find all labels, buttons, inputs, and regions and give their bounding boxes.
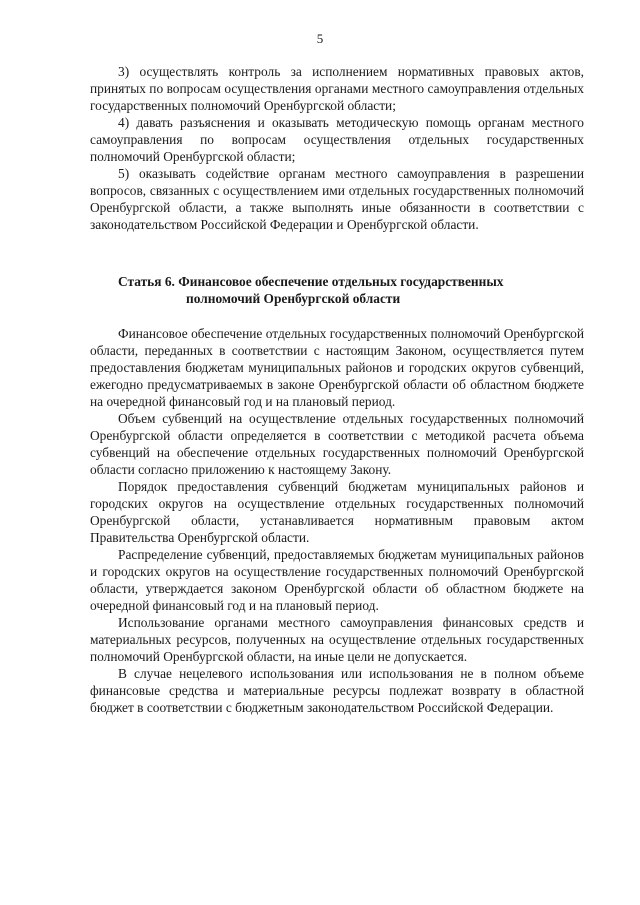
article-paragraph: Финансовое обеспечение отдельных государственных полномочий Оренбургской области, переданных в соответствии с настоящим Законом, осуществляется путем предоставления бюджетам муниципальных районов и городских округов субвенций, ежегодно предусматриваемых в законе Оренбургской области об областном бюджете на очередной финансовый год и на плановый период. — [90, 326, 584, 409]
article-paragraph: Объем субвенций на осуществление отдельных государственных полномочий Оренбургской области определяется в соответствии с методикой расчета объема субвенций на обеспечение отдельных государственных полномочий Оренбургской области согласно приложению к настоящему Закону. — [90, 411, 584, 477]
article-heading-line1: Статья 6. Финансовое обеспечение отдельных государственных — [118, 274, 504, 289]
article-paragraph: Использование органами местного самоуправления финансовых средств и материальных ресурсов, полученных на осуществление отдельных государственных полномочий Оренбургской области, на иные цели не допускается. — [90, 615, 584, 664]
article-paragraph: В случае нецелевого использования или использования не в полном объеме финансовые средства и материальные ресурсы подлежат возврату в областной бюджет в соответствии с бюджетным законодательством Российской Федерации. — [90, 666, 584, 715]
article-body — [90, 325, 584, 716]
list-item: 4) давать разъяснения и оказывать методическую помощь органам местного самоуправления по вопросам осуществления отдельных государственных полномочий Оренбургской области; — [90, 115, 584, 164]
list-item: 5) оказывать содействие органам местного самоуправления в разрешении вопросов, связанных с осуществлением ими отдельных государственных полномочий Оренбургской области, а также выполнять иные обязанности в соответствии с законодательством Российской Федерации и Оренбургской области. — [90, 166, 584, 232]
article-paragraph: Распределение субвенций, предоставляемых бюджетам муниципальных районов и городских округов на осуществление государственных полномочий Оренбургской области, утверждается законом Оренбургской области об областном бюджете на очередной финансовый год и на плановый период. — [90, 547, 584, 613]
authority-duties-list — [90, 63, 584, 233]
article-heading-line2: полномочий Оренбургской области — [186, 291, 401, 306]
list-item: 3) осуществлять контроль за исполнением нормативных правовых актов, принятых по вопросам осуществления органами местного самоуправления отдельных государственных полномочий Оренбургской области; — [90, 64, 584, 113]
article-heading — [90, 273, 584, 307]
article-paragraph: Порядок предоставления субвенций бюджетам муниципальных районов и городских округов на осуществление отдельных государственных полномочий Оренбургской области, устанавливается нормативным правовым актом Правительства Оренбургской области. — [90, 479, 584, 545]
page-number: 5 — [316, 31, 324, 46]
